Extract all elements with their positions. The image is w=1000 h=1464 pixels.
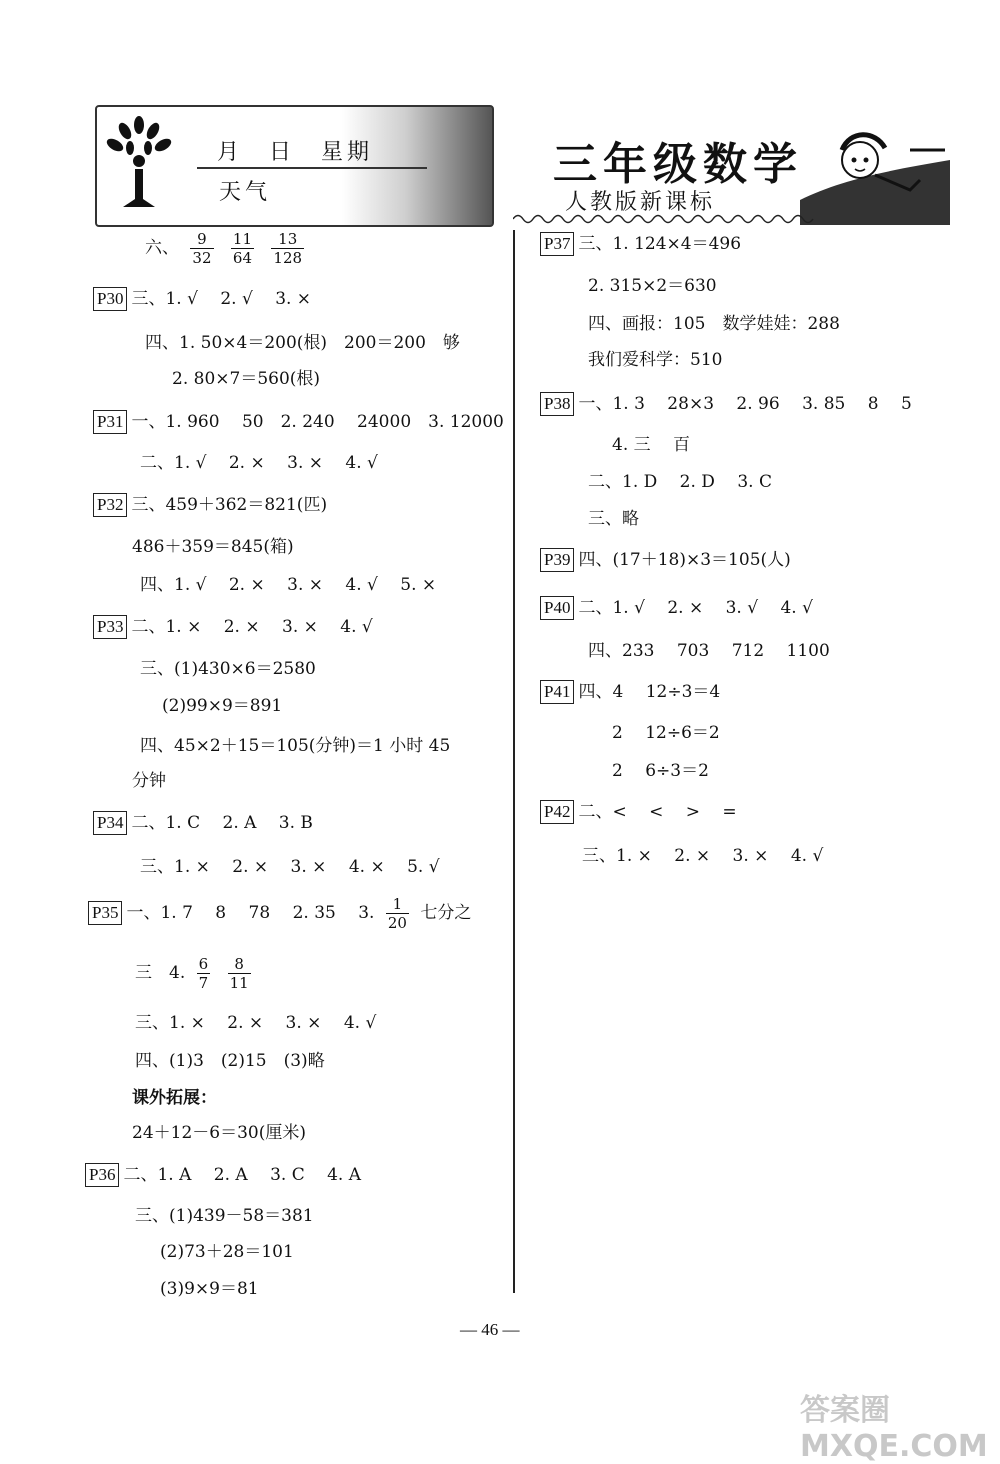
answer-line: 我们爱科学：510 xyxy=(588,350,723,370)
student-on-sled-icon xyxy=(800,120,950,225)
answer-line: 三、1. × 2. × 3. × 4. √ xyxy=(135,1013,377,1033)
answer-line: 分钟 xyxy=(132,771,166,791)
fraction: $\frac{9}{32}$ xyxy=(192,230,212,267)
answer-line: 2. 80×7＝560(根) xyxy=(172,369,321,389)
answer-line: 四、画报：105 数学娃娃：288 xyxy=(588,314,840,334)
answer-line: 三、1. × 2. × 3. × 4. × 5. √ xyxy=(140,857,440,877)
page-tag: P41 xyxy=(540,680,574,704)
answer-line: P41 四、4 12÷3＝4 xyxy=(540,680,720,704)
answer-line: 三、(1)439－58＝381 xyxy=(135,1206,314,1226)
date-label: 月 日 星期 xyxy=(217,140,374,165)
answer-line: 三、(1)430×6＝2580 xyxy=(140,659,316,679)
answer-line: P33 二、1. × 2. × 3. × 4. √ xyxy=(93,615,373,639)
section-label: 六、 xyxy=(145,238,179,258)
answer-line: P37 三、1. 124×4＝496 xyxy=(540,232,741,256)
fraction: $\frac{1}{20}$ xyxy=(387,895,407,932)
answer-line: (2)99×9＝891 xyxy=(162,696,283,716)
tree-icon xyxy=(103,115,175,215)
fraction: $\frac{8}{11}$ xyxy=(229,955,249,992)
answer-line: 24＋12－6＝30(厘米) xyxy=(132,1123,306,1143)
page-tag: P40 xyxy=(540,596,574,620)
answer-line: P36 二、1. A 2. A 3. C 4. A xyxy=(85,1163,361,1187)
fraction: $\frac{6}{7}$ xyxy=(198,955,209,992)
page-tag: P31 xyxy=(93,410,127,434)
page-tag: P35 xyxy=(88,901,122,925)
header-date-box xyxy=(95,105,494,227)
answer-line-6 xyxy=(145,230,310,267)
answer-line: 四、(1)3 (2)15 (3)略 xyxy=(135,1051,325,1071)
page-tag: P38 xyxy=(540,392,574,416)
fraction: $\frac{13}{128}$ xyxy=(273,230,303,267)
answer-line: P40 二、1. √ 2. × 3. √ 4. √ xyxy=(540,596,813,620)
page-tag: P39 xyxy=(540,548,574,572)
answer-line: P35 一、1. 7 8 78 2. 35 3. $\frac{1}{20}$ 七分之 xyxy=(88,895,471,932)
answer-line: 486＋359＝845(箱) xyxy=(132,537,294,557)
column-divider xyxy=(513,230,515,1293)
answer-line: P39 四、(17＋18)×3＝105(人) xyxy=(540,548,791,572)
answer-line: P31 一、1. 960 50 2. 240 24000 3. 12000 xyxy=(93,410,504,434)
watermark: 答案圈 MXQE.COM xyxy=(800,1393,988,1464)
page-number: — 46 — xyxy=(460,1320,520,1339)
page-tag: P34 xyxy=(93,811,127,835)
wavy-rule xyxy=(513,212,949,226)
answer-line: (2)73＋28＝101 xyxy=(160,1242,294,1262)
answer-line: 四、1. √ 2. × 3. × 4. √ 5. × xyxy=(140,575,437,595)
header-rule xyxy=(197,167,427,169)
answer-line: P32 三、459＋362＝821(匹) xyxy=(93,493,327,517)
answer-line: 三、略 xyxy=(588,509,639,529)
answer-line: 二、1. D 2. D 3. C xyxy=(588,472,772,492)
page-tag: P42 xyxy=(540,800,574,824)
answer-line: 三、1. × 2. × 3. × 4. √ xyxy=(582,846,824,866)
answer-line: 2. 315×2＝630 xyxy=(588,276,717,296)
extension-label: 课外拓展： xyxy=(132,1088,217,1108)
answer-line: P34 二、1. C 2. A 3. B xyxy=(93,811,313,835)
answer-line: 四、233 703 712 1100 xyxy=(588,641,830,661)
answer-line: 四、1. 50×4＝200(根) 200＝200 够 xyxy=(145,333,460,353)
answer-line: 二、1. √ 2. × 3. × 4. √ xyxy=(140,453,378,473)
book-title: 三年级数学 xyxy=(553,139,803,190)
answer-line: 2 6÷3＝2 xyxy=(612,761,709,781)
page-tag: P37 xyxy=(540,232,574,256)
answer-line: (3)9×9＝81 xyxy=(160,1279,259,1299)
fraction: $\frac{11}{64}$ xyxy=(232,230,252,267)
page-tag: P33 xyxy=(93,615,127,639)
page-tag: P36 xyxy=(85,1163,119,1187)
book-subtitle: 人教版新课标 xyxy=(565,190,716,215)
answer-line: 2 12÷6＝2 xyxy=(612,723,720,743)
page-tag: P30 xyxy=(93,287,127,311)
answer-line: P30 三、1. √ 2. √ 3. × xyxy=(93,287,311,311)
weather-label: 天气 xyxy=(219,180,272,205)
answer-line: 三 4. $\frac{6}{7}$ $\frac{8}{11}$ xyxy=(135,955,249,992)
answer-line: P42 二、< < > = xyxy=(540,800,737,824)
page-tag: P32 xyxy=(93,493,127,517)
answer-line: P38 一、1. 3 28×3 2. 96 3. 85 8 5 xyxy=(540,392,912,416)
answer-line: 4. 三 百 xyxy=(612,435,691,455)
answer-line: 四、45×2＋15＝105(分钟)＝1 小时 45 xyxy=(140,736,451,756)
